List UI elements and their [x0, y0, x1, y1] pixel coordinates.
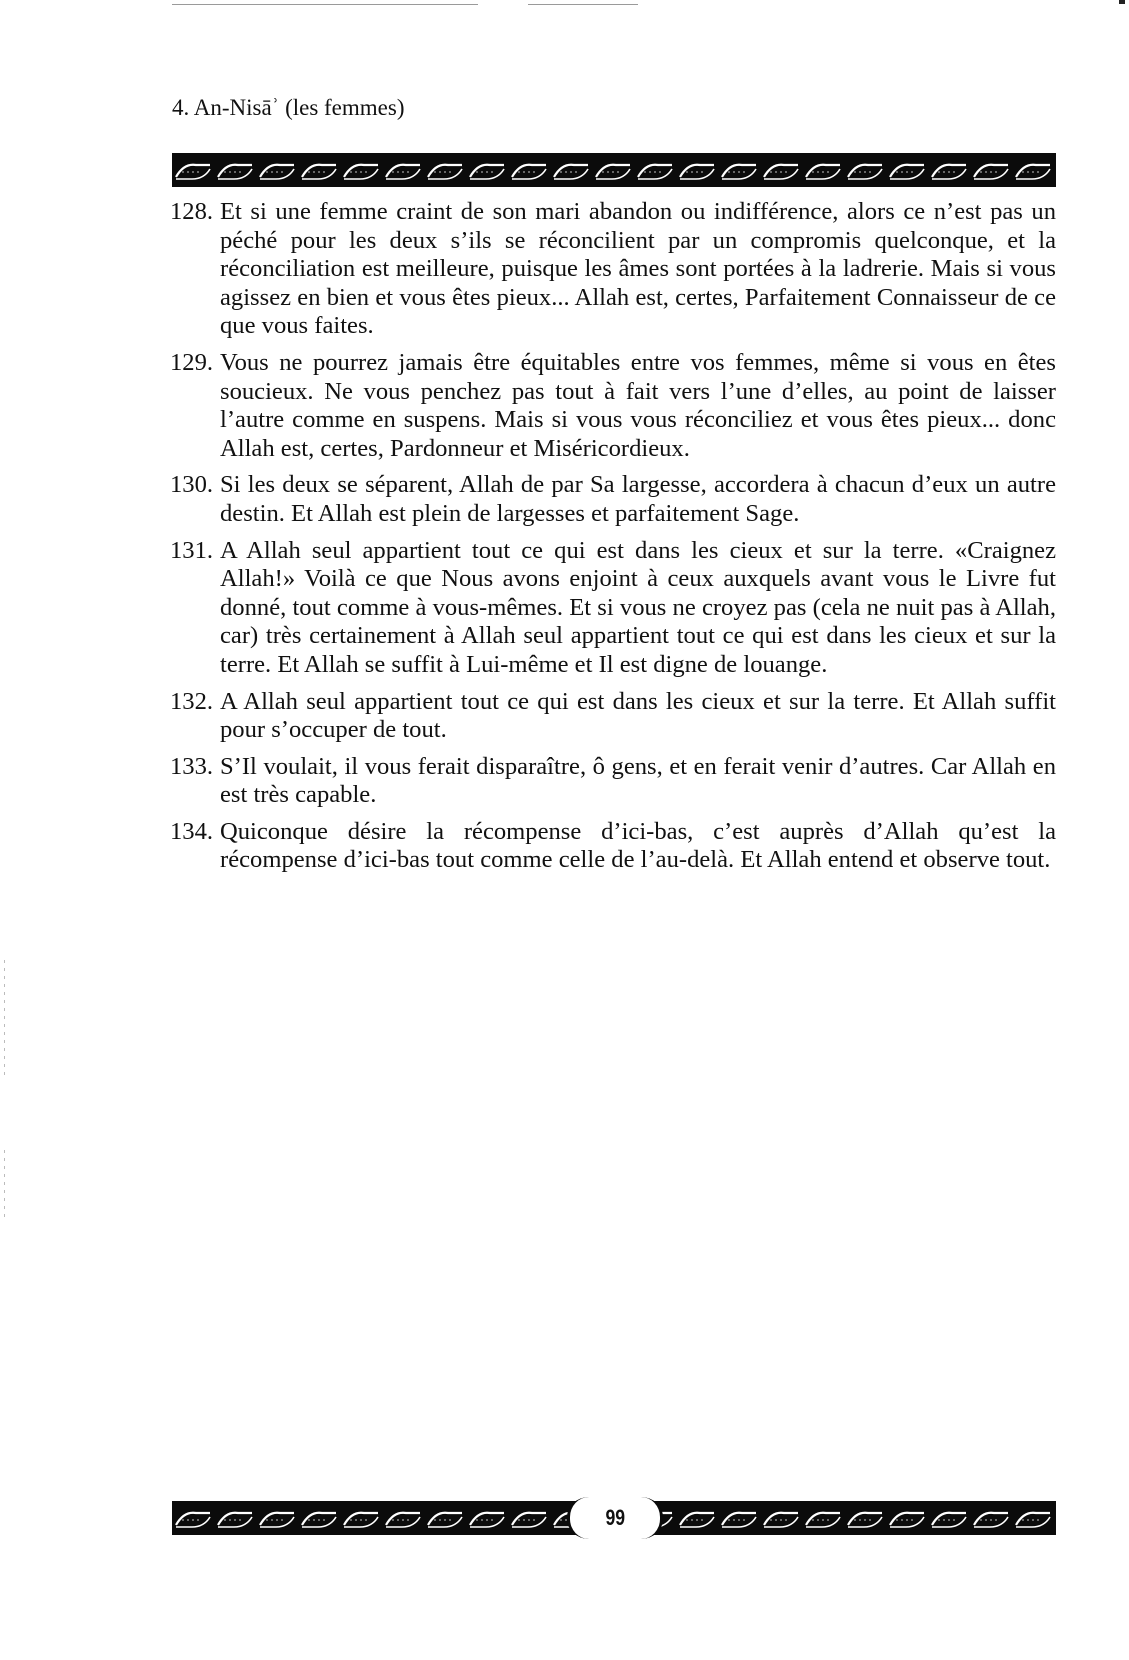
- verse-text: S’Il voulait, il vous ferait disparaître, ô gens, et en ferait venir d’autres. Car Allah en est très capable.: [220, 752, 1056, 809]
- verse-text: A Allah seul appartient tout ce qui est dans les cieux et sur la terre. «Craignez Allah!» Voilà ce que Nous avons enjoint à ceux auxquels avant vous le Livre fut donné, tout comme à vous-mêmes. Et si vous ne croyez pas (cela ne nuit pas à Allah, car) très certainement à Allah seul appartient tout ce qui est dans les cieux et sur la terre. Et Allah se suffit à Lui-même et Il est digne de louange.: [220, 536, 1056, 678]
- verse-number: 129.: [170, 348, 214, 376]
- verse-133: [170, 753, 1056, 810]
- verse-134: [170, 818, 1056, 875]
- verse-text: Vous ne pourrez jamais être équitables entre vos femmes, même si vous en êtes soucieux. Ne vous penchez pas tout à fait vers l’une d’elles, au point de laisser l’autre comme en suspens. Mais si vous vous réconciliez et vous êtes pieux... donc Allah est, certes, Pardonneur et Miséricordieux.: [220, 348, 1056, 462]
- verse-number: 128.: [170, 198, 214, 225]
- verse-text: Et si une femme craint de son mari abandon ou indifférence, alors ce n’est pas un péché pour les deux s’ils se réconcilient par un compromis quelconque, et la réconciliation est meilleure, puisque les âmes sont portées à la ladrerie. Mais si vous agissez en bien et vous êtes pieux... Allah est, certes, Parfaitement Connaisseur de ce que vous faites.: [220, 198, 1056, 340]
- corner-mark: [1119, 0, 1125, 4]
- verse-text: Si les deux se séparent, Allah de par Sa largesse, accordera à chacun d’eux un autre destin. Et Allah est plein de largesses et parfaitement Sage.: [220, 471, 1056, 527]
- verse-number: 133.: [170, 752, 214, 780]
- verse-number: 134.: [170, 817, 214, 845]
- verse-128: [170, 198, 1056, 341]
- verse-130: [170, 471, 1056, 528]
- verse-131: [170, 537, 1056, 680]
- verse-number: 132.: [170, 687, 214, 715]
- verse-list: [170, 198, 1056, 883]
- verse-number: 131.: [170, 536, 214, 564]
- running-header: 4. An-Nisāʾ (les femmes): [172, 95, 405, 120]
- margin-mark: [4, 1150, 5, 1220]
- page-number-cartouche: [567, 1497, 663, 1539]
- verse-132: [170, 688, 1056, 745]
- page-number: 99: [605, 1505, 625, 1530]
- verse-text: Quiconque désire la récompense d’ici-bas, c’est auprès d’Allah qu’est la récompense d’ici-bas tout comme celle de l’au-delà. Et Allah entend et observe tout.: [220, 817, 1056, 874]
- top-rule-left: [172, 4, 478, 5]
- top-rule-right: [528, 4, 638, 5]
- top-ornament-band: [172, 153, 1056, 187]
- verse-number: 130.: [170, 471, 214, 499]
- verse-129: [170, 349, 1056, 463]
- chain-ornament: [172, 153, 1056, 187]
- verse-text: A Allah seul appartient tout ce qui est dans les cieux et sur la terre. Et Allah suffit pour s’occuper de tout.: [220, 687, 1056, 744]
- margin-mark: [4, 960, 5, 1080]
